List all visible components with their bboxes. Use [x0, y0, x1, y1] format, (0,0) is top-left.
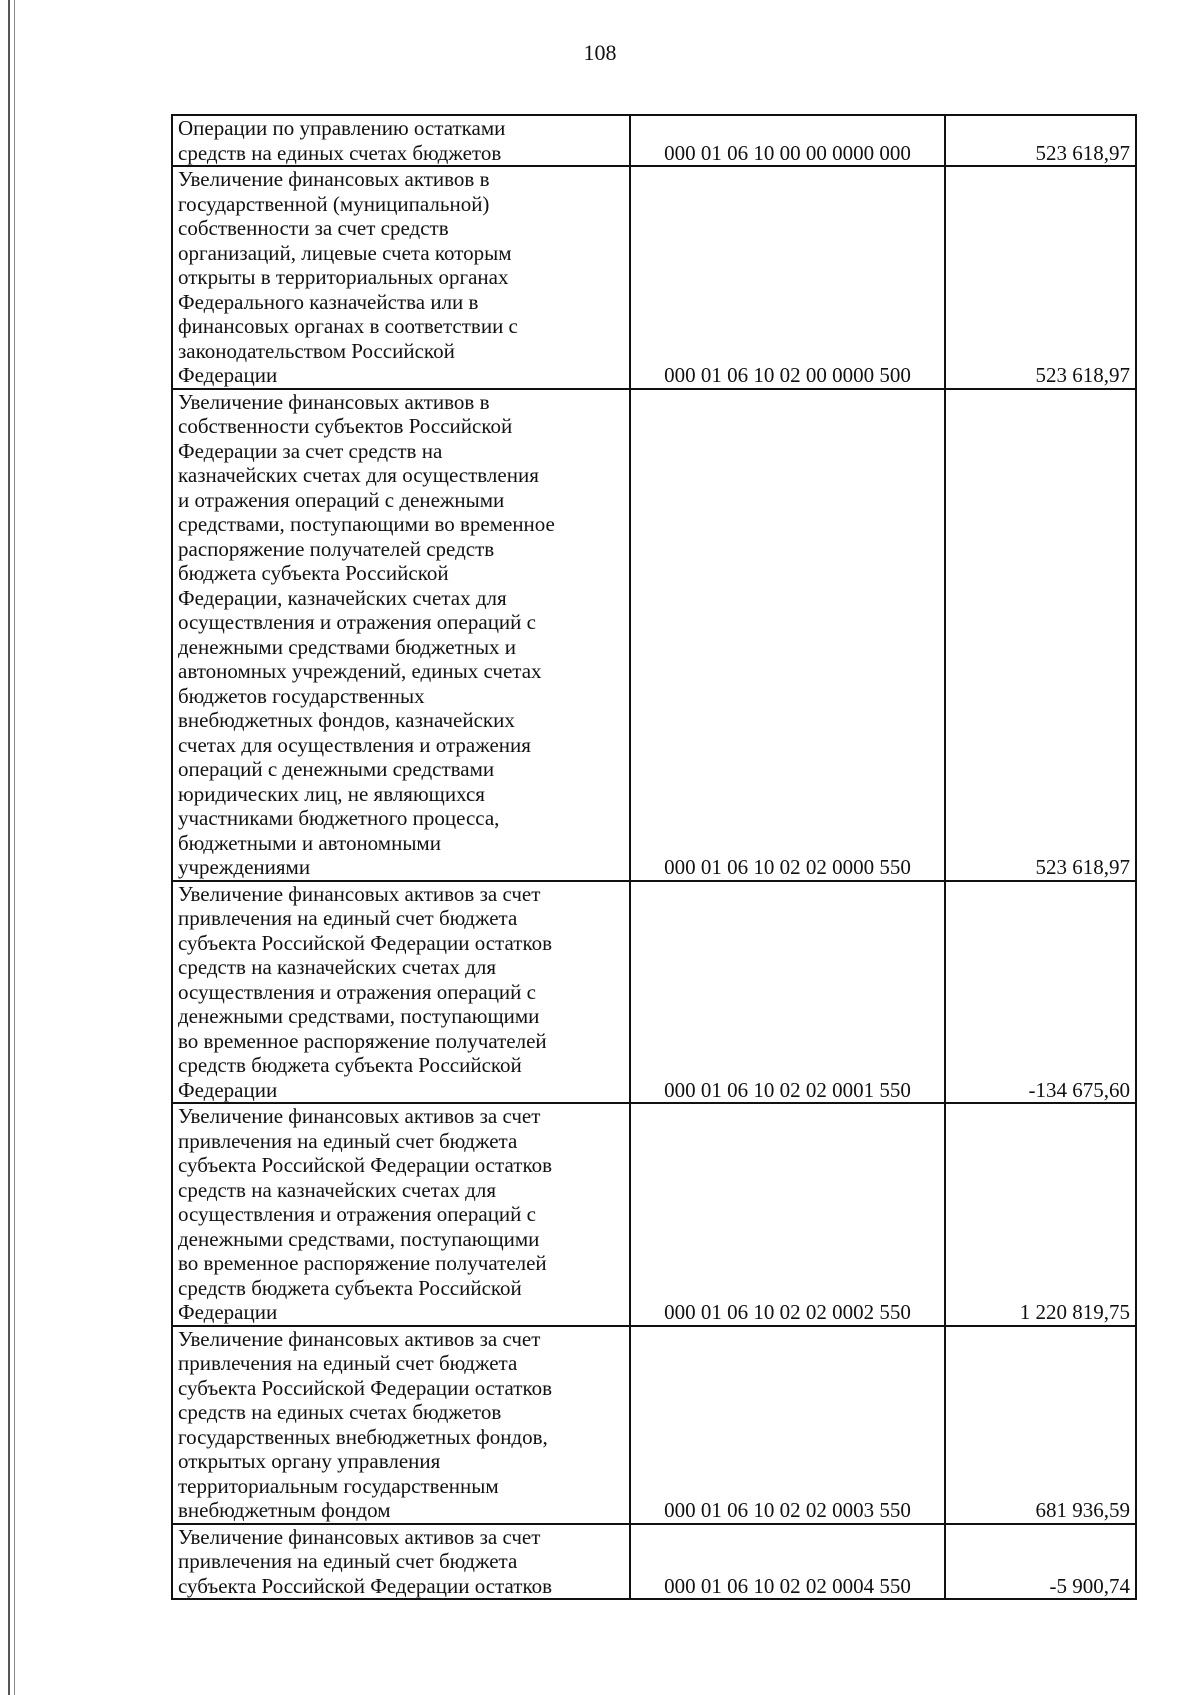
operation-name-line: средств на единых счетах бюджетов [178, 140, 502, 165]
operation-name-line: участниками бюджетного процесса, [178, 806, 500, 830]
operation-name-line: денежными средствами, поступающими [178, 1226, 540, 1251]
amount-cell: -134 675,60 [945, 881, 1136, 1104]
operation-name-line: средств на единых счетах бюджетов [178, 1400, 502, 1424]
table-row [172, 166, 1136, 389]
table-body [172, 115, 1136, 1599]
budget-code-cell: 000 01 06 10 02 02 0001 550 [630, 881, 945, 1104]
operation-name-line: и отражения операций с денежными [178, 487, 505, 512]
operation-name-line: Федерального казначейства или в [178, 289, 479, 314]
budget-code-cell: 000 01 06 10 00 00 0000 000 [630, 115, 945, 166]
amount-cell: -5 900,74 [945, 1524, 1136, 1600]
operation-name-cell [172, 1103, 630, 1326]
operation-name-line: средствами, поступающими во временное [178, 512, 555, 536]
operation-name-line: государственных внебюджетных фондов, [178, 1424, 548, 1449]
operation-name-line: во временное распоряжение получателей [178, 1251, 547, 1275]
operation-name-line: осуществления и отражения операций с [178, 979, 536, 1004]
operation-name-line: внебюджетным фондом [178, 1498, 391, 1522]
operation-name-line: Федерации за счет средств на [178, 438, 443, 463]
operation-name-line: Увеличение финансовых активов в [178, 389, 490, 414]
operation-name-line: Операции по управлению остатками [178, 116, 506, 140]
scan-border-line-inner [14, 0, 15, 1695]
operation-name-line: операций с денежными средствами [178, 757, 495, 781]
operation-name-line: автономных учреждений, единых счетах [178, 659, 542, 683]
operation-name-line: Увеличение финансовых активов за счет [178, 1104, 541, 1128]
operation-name-line: привлечения на единый счет бюджета [178, 1128, 518, 1153]
operation-name-line: во временное распоряжение получателей [178, 1028, 547, 1053]
operation-name-line: финансовых органах в соответствии с [178, 314, 518, 338]
amount-cell: 523 618,97 [945, 389, 1136, 881]
operation-name-line: Федерации [178, 363, 278, 387]
operation-name-line: Федерации [178, 1077, 278, 1102]
operation-name-line: Федерации, казначейских счетах для [178, 585, 507, 610]
table-row [172, 389, 1136, 881]
operation-name-line: субъекта Российской Федерации остатков [178, 1153, 552, 1177]
budget-code-cell: 000 01 06 10 02 02 0002 550 [630, 1103, 945, 1326]
budget-code-cell: 000 01 06 10 02 02 0003 550 [630, 1326, 945, 1524]
operation-name-line: Увеличение финансовых активов за счет [178, 1326, 541, 1351]
operation-name-line: средств на казначейских счетах для [178, 955, 496, 979]
operation-name-line: Федерации [178, 1300, 278, 1324]
operation-name-line: денежными средствами бюджетных и [178, 634, 517, 659]
budget-code-cell: 000 01 06 10 02 00 0000 500 [630, 166, 945, 389]
amount-cell: 1 220 819,75 [945, 1103, 1136, 1326]
operation-name-line: собственности субъектов Российской [178, 414, 513, 438]
operation-name-line: привлечения на единый счет бюджета [178, 1351, 518, 1375]
operation-name-line: бюджетов государственных [178, 683, 425, 708]
budget-sources-table [171, 114, 1137, 1600]
page-number: 108 [583, 40, 617, 65]
table-row [172, 115, 1136, 166]
operation-name-line: субъекта Российской Федерации остатков [178, 930, 552, 955]
operation-name-line: субъекта Российской Федерации остатков [178, 1573, 552, 1598]
operation-name-cell [172, 115, 630, 166]
operation-name-line: привлечения на единый счет бюджета [178, 906, 518, 930]
operation-name-line: осуществления и отражения операций с [178, 1202, 536, 1226]
operation-name-cell [172, 166, 630, 389]
amount-cell: 523 618,97 [945, 166, 1136, 389]
operation-name-cell [172, 881, 630, 1104]
operation-name-line: осуществления и отражения операций с [178, 610, 536, 634]
operation-name-line: бюджетными и автономными [178, 830, 441, 855]
operation-name-line: законодательством Российской [178, 338, 455, 363]
operation-name-line: открытых органу управления [178, 1449, 441, 1473]
operation-name-line: организаций, лицевые счета которым [178, 240, 512, 265]
operation-name-line: Увеличение финансовых активов за счет [178, 881, 541, 906]
operation-name-cell [172, 1326, 630, 1524]
operation-name-line: казначейских счетах для осуществления [178, 463, 539, 487]
operation-name-line: собственности за счет средств [178, 216, 449, 240]
operation-name-line: денежными средствами, поступающими [178, 1004, 540, 1028]
amount-cell: 523 618,97 [945, 115, 1136, 166]
operation-name-line: государственной (муниципальной) [178, 191, 490, 216]
operation-name-line: территориальным государственным [178, 1473, 499, 1498]
scan-border-line [8, 0, 10, 1695]
table-row [172, 881, 1136, 1104]
operation-name-line: субъекта Российской Федерации остатков [178, 1375, 552, 1400]
operation-name-line: учреждениями [178, 855, 311, 879]
operation-name-line: средств бюджета субъекта Российской [178, 1275, 522, 1300]
operation-name-line: юридических лиц, не являющихся [178, 781, 485, 806]
operation-name-line: Увеличение финансовых активов в [178, 167, 490, 191]
amount-cell: 681 936,59 [945, 1326, 1136, 1524]
operation-name-line: распоряжение получателей средств [178, 536, 495, 561]
operation-name-cell [172, 1524, 630, 1600]
operation-name-cell [172, 389, 630, 881]
operation-name-line: Увеличение финансовых активов за счет [178, 1524, 541, 1549]
operation-name-line: средств на казначейских счетах для [178, 1177, 496, 1202]
operation-name-line: внебюджетных фондов, казначейских [178, 708, 515, 732]
budget-code-cell: 000 01 06 10 02 02 0004 550 [630, 1524, 945, 1600]
operation-name-line: привлечения на единый счет бюджета [178, 1549, 518, 1573]
budget-code-cell: 000 01 06 10 02 02 0000 550 [630, 389, 945, 881]
operation-name-line: средств бюджета субъекта Российской [178, 1053, 522, 1077]
operation-name-line: открыты в территориальных органах [178, 265, 509, 289]
table-row [172, 1326, 1136, 1524]
operation-name-line: счетах для осуществления и отражения [178, 732, 531, 757]
table-row [172, 1103, 1136, 1326]
table-row [172, 1524, 1136, 1600]
operation-name-line: бюджета субъекта Российской [178, 561, 449, 585]
